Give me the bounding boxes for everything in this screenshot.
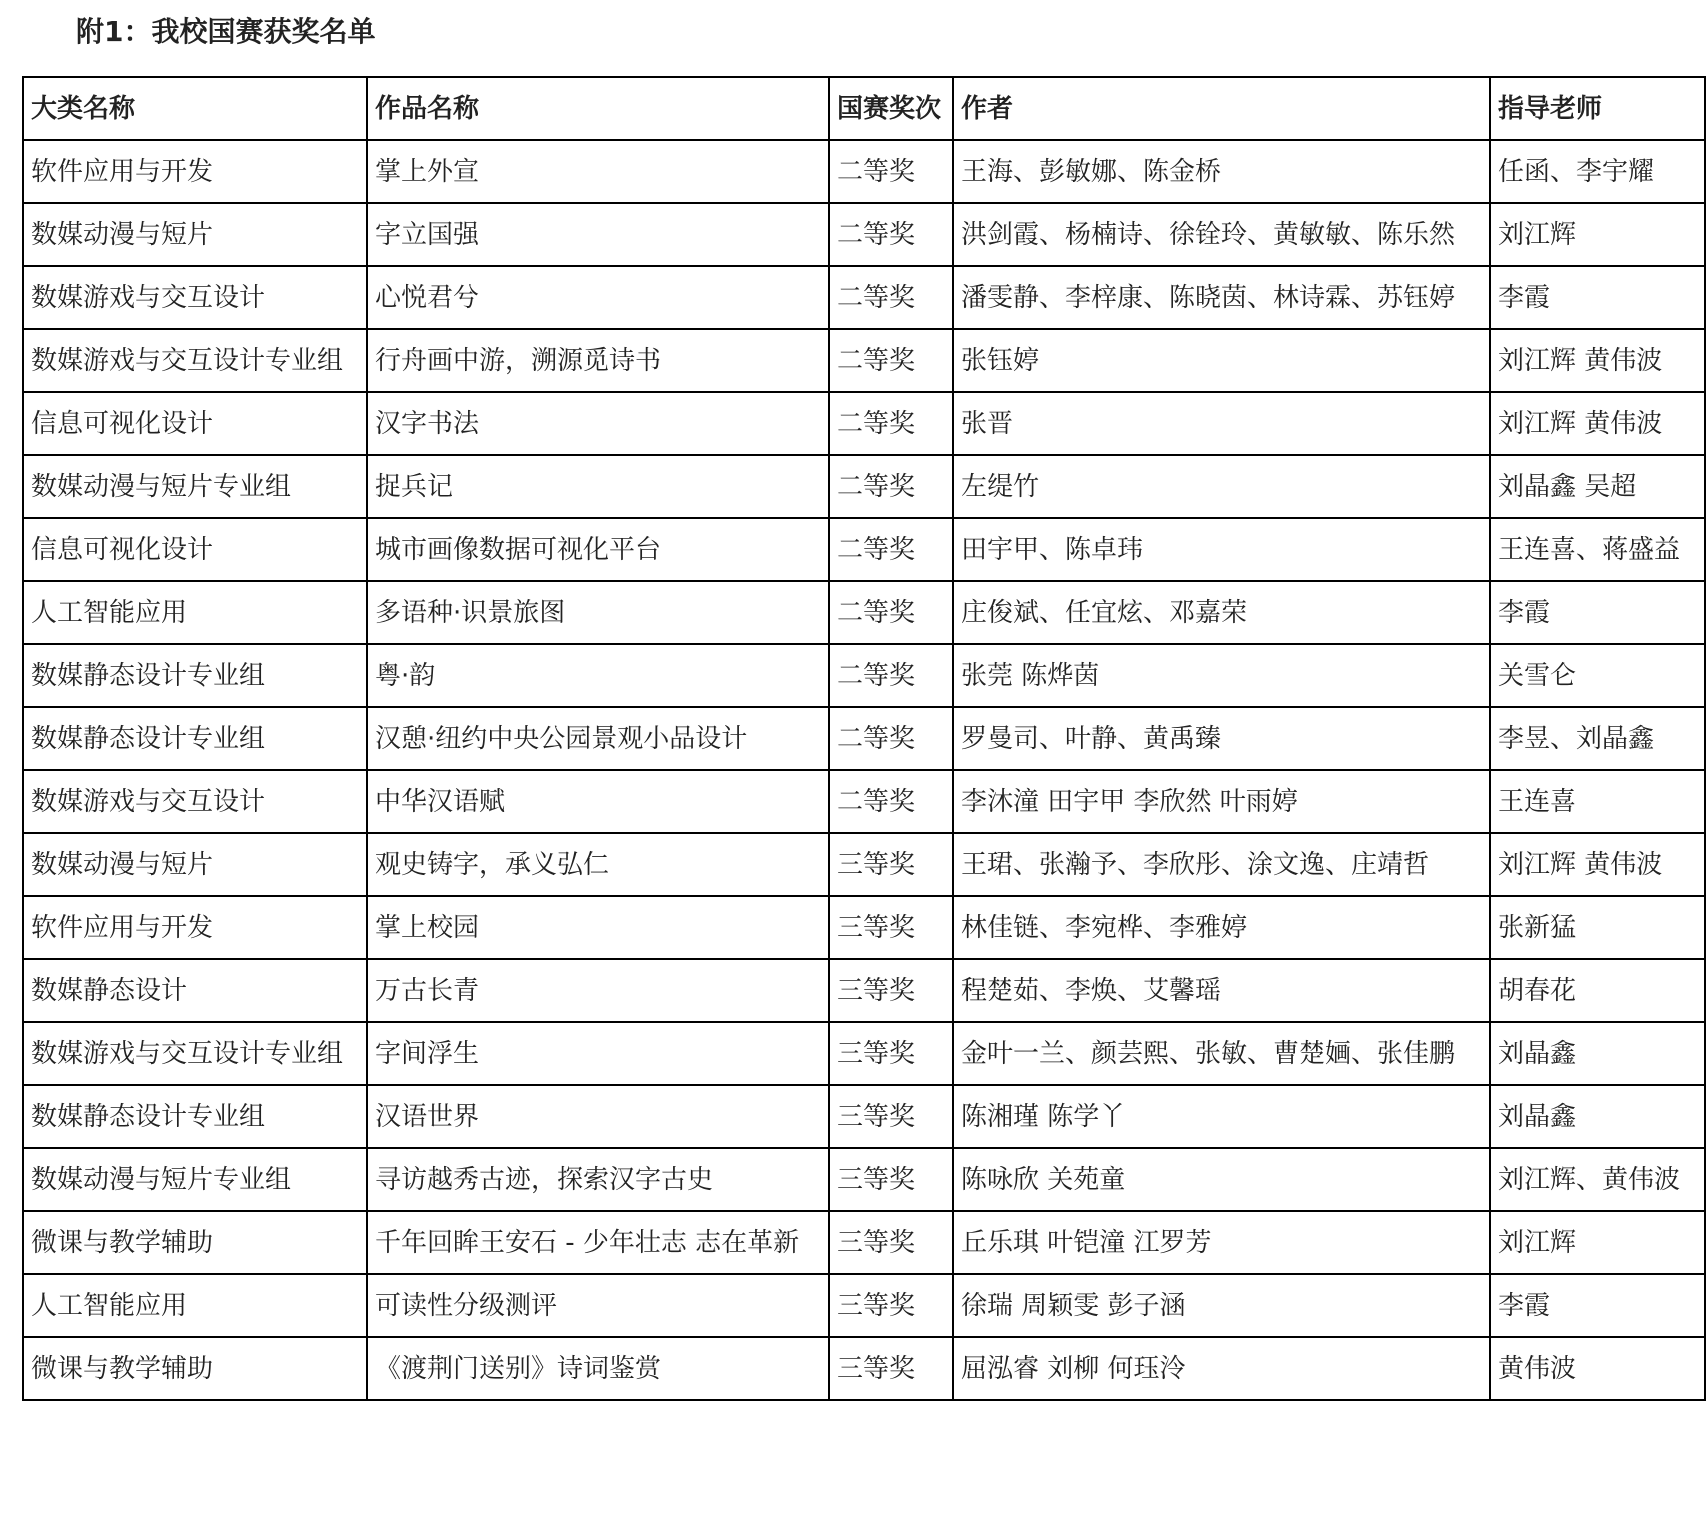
cell-authors: 屈泓睿 刘柳 何珏泠 [953,1337,1490,1400]
table-row [23,896,1705,959]
cell-authors: 陈湘瑾 陈学丫 [953,1085,1490,1148]
cell-work-name: 行舟画中游，溯源觅诗书 [367,329,829,392]
cell-category: 数媒游戏与交互设计专业组 [23,329,367,392]
table-row [23,140,1705,203]
cell-authors: 陈咏欣 关苑童 [953,1148,1490,1211]
cell-category: 数媒动漫与短片 [23,833,367,896]
cell-work-name: 寻访越秀古迹，探索汉字古史 [367,1148,829,1211]
cell-advisors: 任函、李宇耀 [1490,140,1705,203]
cell-category: 微课与教学辅助 [23,1211,367,1274]
cell-category: 信息可视化设计 [23,518,367,581]
cell-category: 数媒动漫与短片 [23,203,367,266]
cell-authors: 张晋 [953,392,1490,455]
cell-award-level: 二等奖 [829,707,953,770]
cell-advisors: 王连喜 [1490,770,1705,833]
cell-award-level: 二等奖 [829,203,953,266]
cell-authors: 王珺、张瀚予、李欣彤、涂文逸、庄靖哲 [953,833,1490,896]
cell-authors: 王海、彭敏娜、陈金桥 [953,140,1490,203]
cell-authors: 潘雯静、李梓康、陈晓茵、林诗霖、苏钰婷 [953,266,1490,329]
table-row [23,392,1705,455]
table-row [23,1337,1705,1400]
cell-authors: 丘乐琪 叶铠潼 江罗芳 [953,1211,1490,1274]
header-authors: 作者 [953,77,1490,140]
cell-category: 数媒静态设计 [23,959,367,1022]
cell-work-name: 心悦君兮 [367,266,829,329]
cell-award-level: 二等奖 [829,518,953,581]
cell-work-name: 字间浮生 [367,1022,829,1085]
cell-advisors: 李霞 [1490,581,1705,644]
table-row [23,959,1705,1022]
cell-work-name: 字立国强 [367,203,829,266]
cell-advisors: 关雪仑 [1490,644,1705,707]
cell-authors: 程楚茹、李焕、艾馨瑶 [953,959,1490,1022]
header-row [23,77,1705,140]
cell-authors: 庄俊斌、任宜炫、邓嘉荣 [953,581,1490,644]
cell-advisors: 胡春花 [1490,959,1705,1022]
cell-work-name: 观史铸字，承义弘仁 [367,833,829,896]
cell-authors: 左缇竹 [953,455,1490,518]
cell-category: 软件应用与开发 [23,140,367,203]
header-advisors: 指导老师 [1490,77,1705,140]
cell-category: 数媒动漫与短片专业组 [23,455,367,518]
cell-category: 信息可视化设计 [23,392,367,455]
table-row [23,455,1705,518]
cell-advisors: 刘江辉 [1490,203,1705,266]
cell-authors: 田宇甲、陈卓玮 [953,518,1490,581]
header-work-name: 作品名称 [367,77,829,140]
cell-award-level: 三等奖 [829,1022,953,1085]
table-row [23,1148,1705,1211]
cell-work-name: 粤·韵 [367,644,829,707]
cell-award-level: 三等奖 [829,1148,953,1211]
cell-work-name: 汉字书法 [367,392,829,455]
table-row [23,770,1705,833]
table-row [23,581,1705,644]
cell-award-level: 二等奖 [829,266,953,329]
cell-advisors: 刘江辉 [1490,1211,1705,1274]
cell-award-level: 三等奖 [829,1274,953,1337]
cell-award-level: 二等奖 [829,392,953,455]
cell-work-name: 万古长青 [367,959,829,1022]
cell-category: 数媒游戏与交互设计 [23,770,367,833]
table-body [23,140,1705,1400]
table-row [23,329,1705,392]
cell-advisors: 刘晶鑫 [1490,1085,1705,1148]
cell-advisors: 刘晶鑫 吴超 [1490,455,1705,518]
cell-work-name: 千年回眸王安石 - 少年壮志 志在革新 [367,1211,829,1274]
cell-category: 数媒游戏与交互设计 [23,266,367,329]
award-table [22,76,1706,1401]
cell-work-name: 中华汉语赋 [367,770,829,833]
cell-advisors: 刘江辉、黄伟波 [1490,1148,1705,1211]
cell-category: 人工智能应用 [23,1274,367,1337]
cell-work-name: 可读性分级测评 [367,1274,829,1337]
table-row [23,203,1705,266]
table-row [23,707,1705,770]
cell-authors: 罗曼司、叶静、黄禹臻 [953,707,1490,770]
cell-authors: 金叶一兰、颜芸熙、张敏、曹楚婳、张佳鹏 [953,1022,1490,1085]
cell-work-name: 掌上校园 [367,896,829,959]
cell-award-level: 三等奖 [829,1211,953,1274]
table-header [23,77,1705,140]
cell-authors: 张钰婷 [953,329,1490,392]
cell-award-level: 二等奖 [829,770,953,833]
cell-award-level: 三等奖 [829,833,953,896]
cell-authors: 李沐潼 田宇甲 李欣然 叶雨婷 [953,770,1490,833]
cell-authors: 林佳链、李宛桦、李雅婷 [953,896,1490,959]
cell-award-level: 二等奖 [829,581,953,644]
header-award-level: 国赛奖次 [829,77,953,140]
table-row [23,1211,1705,1274]
cell-advisors: 王连喜、蒋盛益 [1490,518,1705,581]
cell-category: 微课与教学辅助 [23,1337,367,1400]
cell-advisors: 刘江辉 黄伟波 [1490,392,1705,455]
cell-work-name: 《渡荆门送别》诗词鉴赏 [367,1337,829,1400]
table-row [23,1274,1705,1337]
cell-advisors: 李霞 [1490,1274,1705,1337]
header-category: 大类名称 [23,77,367,140]
cell-advisors: 李霞 [1490,266,1705,329]
cell-category: 数媒动漫与短片专业组 [23,1148,367,1211]
cell-authors: 张莞 陈烨茵 [953,644,1490,707]
table-row [23,518,1705,581]
cell-category: 软件应用与开发 [23,896,367,959]
cell-award-level: 三等奖 [829,896,953,959]
cell-category: 数媒静态设计专业组 [23,644,367,707]
page-title: 附1：我校国赛获奖名单 [76,15,376,48]
cell-authors: 洪剑霞、杨楠诗、徐铨玲、黄敏敏、陈乐然 [953,203,1490,266]
cell-award-level: 二等奖 [829,329,953,392]
cell-category: 数媒游戏与交互设计专业组 [23,1022,367,1085]
cell-advisors: 刘江辉 黄伟波 [1490,833,1705,896]
cell-advisors: 黄伟波 [1490,1337,1705,1400]
cell-authors: 徐瑞 周颖雯 彭子涵 [953,1274,1490,1337]
cell-award-level: 二等奖 [829,140,953,203]
cell-category: 数媒静态设计专业组 [23,707,367,770]
cell-advisors: 刘江辉 黄伟波 [1490,329,1705,392]
cell-award-level: 二等奖 [829,455,953,518]
cell-advisors: 刘晶鑫 [1490,1022,1705,1085]
table-row [23,266,1705,329]
cell-work-name: 汉语世界 [367,1085,829,1148]
table-row [23,644,1705,707]
cell-award-level: 二等奖 [829,644,953,707]
cell-award-level: 三等奖 [829,1337,953,1400]
cell-advisors: 李昱、刘晶鑫 [1490,707,1705,770]
cell-work-name: 多语种·识景旅图 [367,581,829,644]
table-row [23,1085,1705,1148]
cell-category: 数媒静态设计专业组 [23,1085,367,1148]
cell-work-name: 汉憩·纽约中央公园景观小品设计 [367,707,829,770]
table-row [23,833,1705,896]
cell-category: 人工智能应用 [23,581,367,644]
cell-work-name: 城市画像数据可视化平台 [367,518,829,581]
cell-work-name: 掌上外宣 [367,140,829,203]
cell-work-name: 捉兵记 [367,455,829,518]
table-row [23,1022,1705,1085]
cell-award-level: 三等奖 [829,1085,953,1148]
cell-award-level: 三等奖 [829,959,953,1022]
cell-advisors: 张新猛 [1490,896,1705,959]
